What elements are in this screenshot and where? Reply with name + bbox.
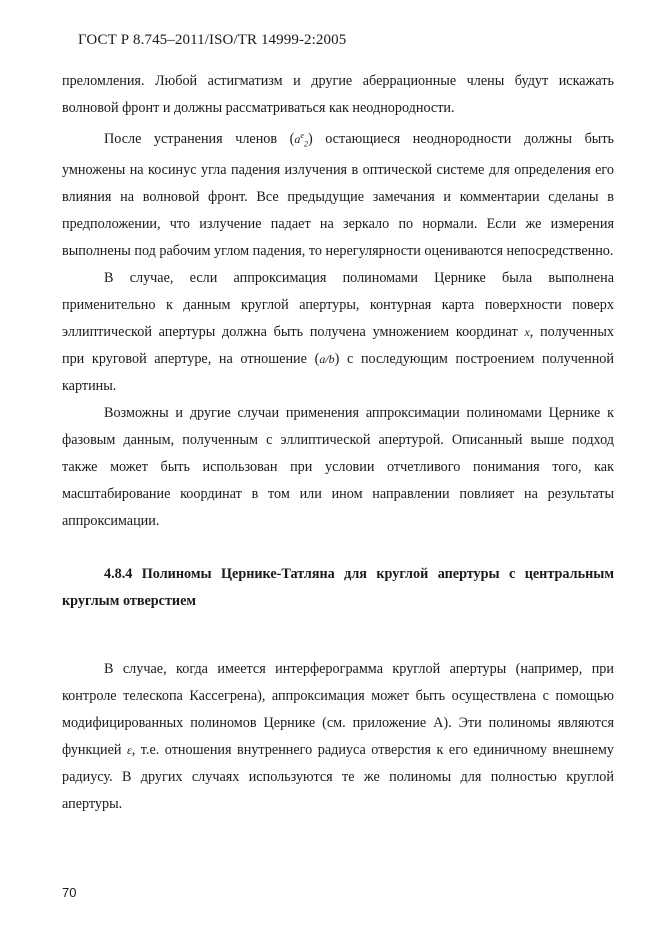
math-variable-epsilon: ε <box>127 743 132 758</box>
text-segment: ) с последующим построением полученной картины. <box>62 351 614 395</box>
text-segment: После устранения членов ( <box>104 131 295 147</box>
math-base: a <box>294 132 301 146</box>
math-coefficient <box>294 131 308 149</box>
text-segment: В случае, если аппроксимация полиномами Цернике была выполнена применительно к данным круглой апертуры, контурная карта поверхности поверх эллиптической апертуры должна быть получена умножением координат <box>62 270 614 341</box>
text-segment: , т.е. отношения внутреннего радиуса отверстия к его единичному внешнему радиусу. В других случаях используются те же полиномы для полностью круглой апертуры. <box>62 742 614 813</box>
paragraph-annular-aperture <box>62 656 614 818</box>
text-segment: В случае, когда имеется интерферограмма круглой апертуры (например, при контроле телескопа Кассегрена), аппроксимация может быть осуществлена с помощью модифицированных полиномов Цернике (см. приложение А). Эти полиномы являются функцией <box>62 661 614 759</box>
math-ratio: a/b <box>319 352 335 367</box>
document-header: ГОСТ Р 8.745–2011/ISO/TR 14999-2:2005 <box>78 32 347 48</box>
section-heading: 4.8.4 Полиномы Цернике-Татляна для круглой апертуры с центральным круглым отверстием <box>62 566 614 610</box>
math-subscript: 2 <box>303 139 308 149</box>
text-segment: , полученных при круговой апертуре, на отношение ( <box>62 324 614 368</box>
page-number: 70 <box>62 885 77 900</box>
page-body <box>62 68 614 818</box>
paragraph-other-cases: Возможны и другие случаи применения аппроксимации полиномами Цернике к фазовым данным, полученным с эллиптической апертурой. Описанный выше подход также может быть использован при условии отчетливого понимания того, как масштабирование координат в том или ином направлении повлияет на результаты аппроксимации. <box>62 405 614 530</box>
text-segment: ) остающиеся неоднородности должны быть умножены на косинус угла падения излучения в оптической системе для определения его влияния на волновой фронт. Все предыдущие замечания и комментарии сделаны в предположении, что излучение падает на зеркало по нормали. Если же измерения выполнены под рабочим углом падения, то нерегулярности оцениваются непосредственно. <box>62 131 614 260</box>
math-variable-x: x <box>524 325 530 340</box>
paragraph-refraction: преломления. Любой астигматизм и другие аберрационные члены будут искажать волновой фронт и должны рассматриваться как неоднородности. <box>62 73 614 116</box>
math-superscript: e <box>300 131 304 140</box>
paragraph-elliptical-aperture <box>62 265 614 400</box>
paragraph-term-removal <box>62 122 614 265</box>
